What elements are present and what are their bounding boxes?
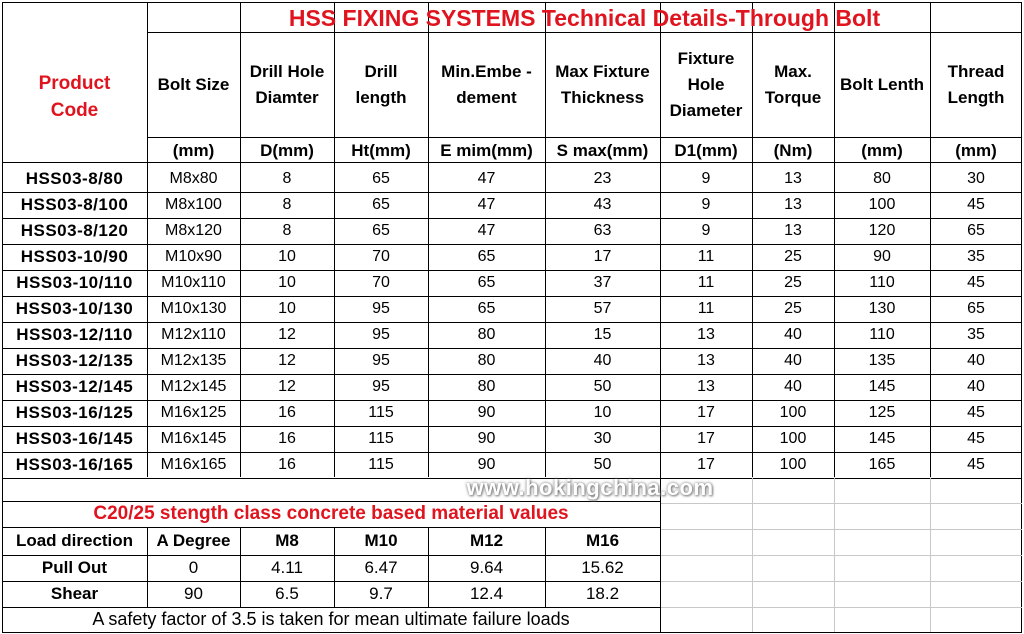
- spec-value-cell: 45: [967, 196, 985, 213]
- spec-value-cell: 65: [967, 300, 985, 317]
- spec-value-cell: 90: [477, 430, 496, 447]
- grid-line: [2, 2, 1022, 3]
- spec-value-cell: 40: [784, 378, 802, 395]
- spec-value-cell: 65: [477, 274, 496, 291]
- spec-value-cell: 45: [967, 274, 985, 291]
- product-code-cell: HSS03-16/125: [15, 403, 134, 422]
- spec-value-cell: 23: [593, 170, 612, 187]
- spec-value-cell: 13: [697, 378, 715, 395]
- spec-value-cell: 13: [784, 196, 802, 213]
- column-header: Drill Hole Diamter: [249, 62, 325, 107]
- product-code-header: Product Code: [38, 73, 111, 121]
- spec-value-cell: 12: [278, 326, 296, 343]
- load-header-cell: M8: [275, 531, 299, 550]
- spec-value-cell: M8x100: [165, 196, 222, 213]
- spec-value-cell: 65: [372, 170, 390, 187]
- grid-line: [752, 477, 753, 632]
- spec-value-cell: 90: [477, 404, 496, 421]
- grid-line: [660, 529, 1022, 530]
- spec-value-cell: 115: [368, 430, 394, 447]
- column-header: Thread Length: [947, 62, 1005, 107]
- load-header-cell: Load direction: [15, 531, 134, 550]
- spec-value-cell: 100: [779, 430, 807, 447]
- load-direction-cell: Shear: [50, 584, 99, 603]
- column-header: Drill length: [355, 62, 407, 107]
- spec-value-cell: 12: [278, 378, 296, 395]
- spec-value-cell: 17: [697, 404, 715, 421]
- load-header-cell: M16: [585, 531, 620, 550]
- spec-value-cell: 13: [697, 352, 715, 369]
- spec-value-cell: M8x80: [169, 170, 218, 187]
- load-header-cell: M12: [469, 531, 504, 550]
- spec-value-cell: 80: [477, 352, 496, 369]
- spec-value-cell: 17: [697, 430, 715, 447]
- spec-value-cell: 100: [779, 456, 807, 473]
- spec-value-cell: 145: [868, 378, 896, 395]
- spec-value-cell: 13: [697, 326, 715, 343]
- spec-value-cell: 9: [701, 196, 711, 213]
- column-unit: E mim(mm): [440, 141, 533, 160]
- spec-value-cell: 110: [869, 274, 895, 291]
- spec-value-cell: 40: [967, 378, 985, 395]
- spec-value-cell: 70: [372, 248, 390, 265]
- spec-value-cell: M8x120: [165, 222, 222, 239]
- spec-value-cell: M12x145: [160, 378, 227, 395]
- spec-value-cell: 40: [967, 352, 985, 369]
- spec-value-cell: 65: [477, 300, 496, 317]
- grid-line: [834, 477, 835, 632]
- grid-line: [660, 555, 1022, 556]
- spec-value-cell: 17: [593, 248, 612, 265]
- product-code-cell: HSS03-8/80: [25, 169, 124, 188]
- spec-value-cell: 10: [593, 404, 612, 421]
- spec-value-cell: 37: [593, 274, 612, 291]
- spec-value-cell: 63: [593, 222, 612, 239]
- column-header: Bolt Size: [157, 75, 230, 94]
- grid-line: [2, 632, 1022, 633]
- spec-value-cell: 95: [372, 378, 390, 395]
- load-value-cell: 4.11: [271, 558, 303, 577]
- column-header: Bolt Lenth: [839, 75, 925, 94]
- spec-value-cell: M10x130: [160, 300, 227, 317]
- spec-value-cell: 16: [278, 456, 296, 473]
- column-header: Fixture Hole Diameter: [669, 49, 743, 120]
- spec-value-cell: 45: [967, 430, 985, 447]
- spec-value-cell: M12x135: [160, 352, 227, 369]
- watermark-text: www.hokingchina.com: [466, 475, 714, 500]
- spec-value-cell: 125: [868, 404, 896, 421]
- spec-value-cell: 95: [372, 300, 390, 317]
- spec-value-cell: 90: [477, 456, 496, 473]
- page-title: HSS FIXING SYSTEMS Technical Details-Through Bolt: [288, 4, 881, 31]
- load-header-cell: M10: [364, 531, 398, 550]
- spec-value-cell: 80: [477, 326, 496, 343]
- spec-value-cell: 30: [967, 170, 985, 187]
- spec-value-cell: 35: [967, 326, 985, 343]
- column-unit: (mm): [861, 141, 903, 160]
- spec-value-cell: 65: [967, 222, 985, 239]
- load-value-cell: 9.7: [369, 584, 393, 603]
- spec-value-cell: 11: [697, 300, 715, 317]
- spec-value-cell: 65: [372, 222, 390, 239]
- grid-line: [147, 32, 1022, 33]
- product-code-cell: HSS03-16/145: [15, 429, 134, 448]
- column-header: Min.Embe -dement: [441, 62, 532, 107]
- spec-value-cell: 43: [593, 196, 612, 213]
- spec-value-cell: 12: [278, 352, 296, 369]
- spec-value-cell: 115: [368, 456, 394, 473]
- column-unit: Ht(mm): [351, 141, 411, 160]
- load-value-cell: 90: [184, 584, 203, 603]
- spec-value-cell: M12x110: [161, 326, 226, 343]
- load-value-cell: 9.64: [469, 558, 504, 577]
- spec-value-cell: 8: [282, 196, 292, 213]
- spec-value-cell: M16x165: [160, 456, 227, 473]
- spec-value-cell: 70: [372, 274, 390, 291]
- column-unit: D1(mm): [674, 141, 738, 160]
- product-code-cell: HSS03-16/165: [15, 455, 134, 474]
- spec-value-cell: 100: [779, 404, 807, 421]
- spec-value-cell: 50: [593, 456, 612, 473]
- spec-value-cell: 11: [697, 274, 715, 291]
- load-value-cell: 6.5: [275, 584, 299, 603]
- spec-value-cell: 10: [278, 248, 296, 265]
- load-value-cell: 18.2: [585, 584, 620, 603]
- spec-value-cell: 10: [278, 300, 296, 317]
- spec-value-cell: 8: [282, 222, 292, 239]
- spec-value-cell: 47: [477, 196, 496, 213]
- load-value-cell: 12.4: [469, 584, 504, 603]
- spec-value-cell: 16: [278, 404, 296, 421]
- spec-value-cell: M16x125: [160, 404, 227, 421]
- spec-value-cell: 90: [873, 248, 891, 265]
- spec-value-cell: 165: [868, 456, 896, 473]
- spec-value-cell: 47: [477, 170, 496, 187]
- spec-value-cell: 13: [784, 170, 802, 187]
- spec-value-cell: 130: [868, 300, 896, 317]
- column-header: Max. Torque: [764, 62, 822, 107]
- spec-value-cell: M10x110: [161, 274, 226, 291]
- load-value-cell: 15.62: [581, 558, 624, 577]
- spec-value-cell: 13: [784, 222, 802, 239]
- grid-line: [660, 607, 1022, 608]
- column-unit: D(mm): [260, 141, 314, 160]
- spec-value-cell: 40: [784, 352, 802, 369]
- spec-value-cell: 135: [868, 352, 896, 369]
- spec-value-cell: 25: [784, 248, 802, 265]
- spec-value-cell: 80: [873, 170, 891, 187]
- product-code-cell: HSS03-10/130: [15, 299, 134, 318]
- spec-value-cell: 17: [697, 456, 715, 473]
- spec-value-cell: 40: [784, 326, 802, 343]
- load-header-cell: A Degree: [156, 531, 231, 550]
- load-value-cell: 6.47: [364, 558, 398, 577]
- spec-value-cell: 80: [477, 378, 496, 395]
- column-unit: (Nm): [773, 141, 813, 160]
- product-code-cell: HSS03-8/120: [20, 221, 129, 240]
- grid-line: [930, 477, 931, 632]
- load-section-title: C20/25 stength class concrete based material values: [93, 503, 569, 524]
- spec-value-cell: 145: [868, 430, 896, 447]
- product-code-cell: HSS03-12/135: [15, 351, 134, 370]
- spec-value-cell: 115: [368, 404, 394, 421]
- safety-factor-note: A safety factor of 3.5 is taken for mean ultimate failure loads: [92, 609, 570, 629]
- spec-value-cell: 15: [593, 326, 612, 343]
- spec-value-cell: 25: [784, 300, 802, 317]
- spec-value-cell: 16: [278, 430, 296, 447]
- product-code-cell: HSS03-10/90: [20, 247, 129, 266]
- spec-value-cell: 30: [593, 430, 612, 447]
- column-unit: S max(mm): [556, 141, 649, 160]
- spec-value-cell: M10x90: [165, 248, 222, 265]
- spec-value-cell: 110: [869, 326, 895, 343]
- spec-value-cell: 65: [477, 248, 496, 265]
- spec-value-cell: 50: [593, 378, 612, 395]
- load-value-cell: 0: [188, 558, 199, 577]
- column-unit: (mm): [955, 141, 997, 160]
- spec-value-cell: 95: [372, 326, 390, 343]
- product-code-cell: HSS03-12/110: [16, 325, 133, 344]
- product-code-cell: HSS03-12/145: [15, 377, 134, 396]
- grid-line: [660, 581, 1022, 582]
- spec-value-cell: 95: [372, 352, 390, 369]
- spec-value-cell: 35: [967, 248, 985, 265]
- grid-line: [660, 503, 1022, 504]
- spec-value-cell: M16x145: [160, 430, 227, 447]
- spec-value-cell: 11: [697, 248, 715, 265]
- column-unit: (mm): [172, 141, 215, 160]
- spec-value-cell: 120: [868, 222, 896, 239]
- load-direction-cell: Pull Out: [41, 558, 108, 577]
- product-code-cell: HSS03-10/110: [16, 273, 133, 292]
- spec-value-cell: 47: [477, 222, 496, 239]
- spec-value-cell: 9: [701, 170, 711, 187]
- spec-value-cell: 9: [701, 222, 711, 239]
- column-header: Max Fixture Thickness: [555, 62, 650, 107]
- spec-value-cell: 45: [967, 404, 985, 421]
- spec-value-cell: 100: [868, 196, 896, 213]
- spec-value-cell: 40: [593, 352, 612, 369]
- spec-value-cell: 8: [282, 170, 292, 187]
- spec-value-cell: 10: [278, 274, 296, 291]
- spec-value-cell: 45: [967, 456, 985, 473]
- product-code-cell: HSS03-8/100: [20, 195, 129, 214]
- spec-value-cell: 57: [593, 300, 612, 317]
- spec-value-cell: 65: [372, 196, 390, 213]
- spec-value-cell: 25: [784, 274, 802, 291]
